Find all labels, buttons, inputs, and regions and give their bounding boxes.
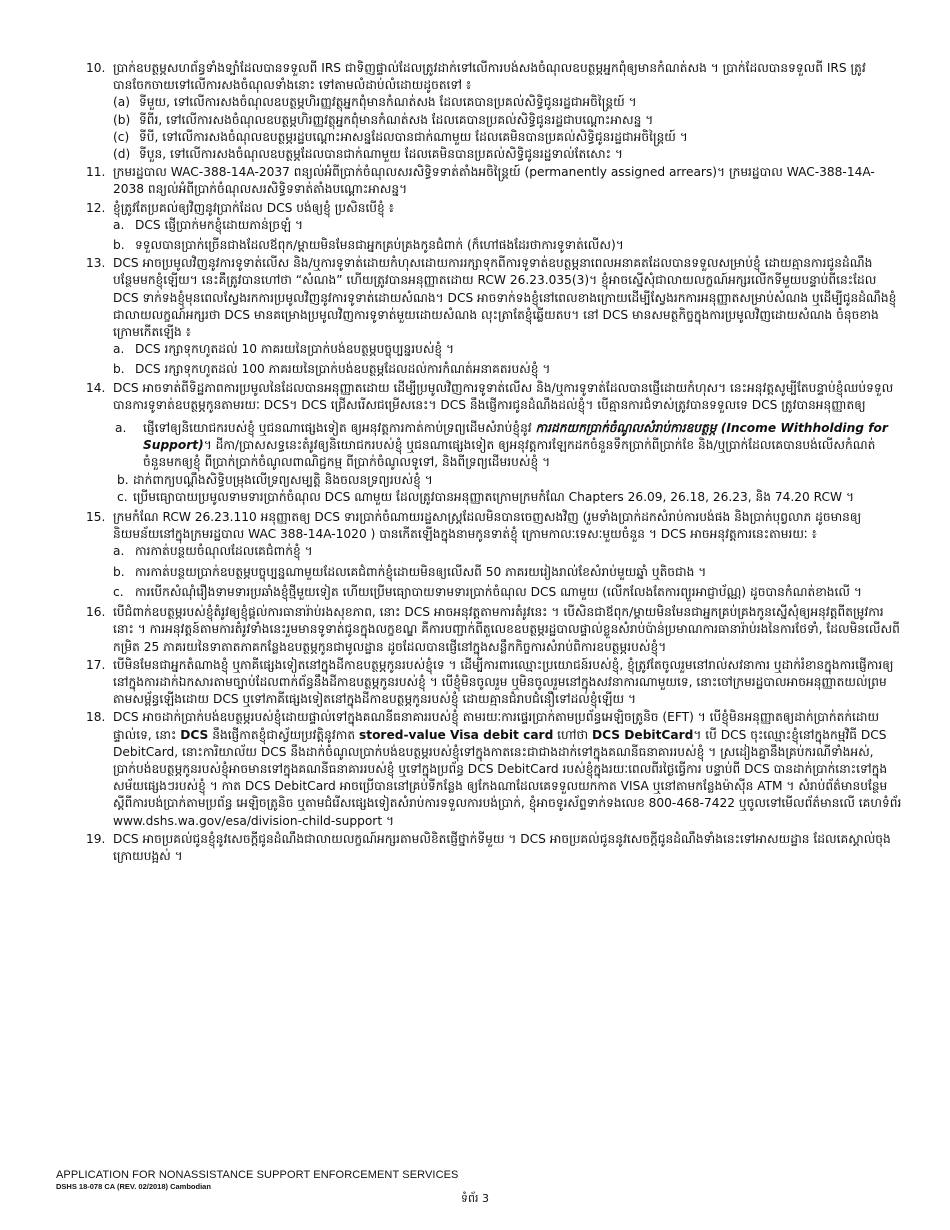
sub-item-a: a. ការកាត់បន្ថយចំណុលដែលគេជំពាក់ខ្ញុំ ។ [113, 544, 313, 559]
item-number: 11. [86, 165, 106, 180]
sub-item-b: b. ការកាត់បន្ថយប្រាក់ឧបត្ថម្ភបច្ចុប្បន្នណាមួយដែលគេជំពាក់ខ្ញុំដោយមិនឲ្យលើសពី 50 ភាគរយរៀងរាល់ខែសំរាប់មួយឆ្នាំ ឬតិចជាង ។ [113, 564, 707, 579]
item-text: DCS អាចប្រគល់ជូនខ្ញុំនូវសេចក្ដីជូនដំណឹងជាលាយលក្ខណ៍អក្សរតាមលិខិតផ្ញើថ្នាក់ទីមួយ ។ DCS អាចប្រគល់ជូននូវសេចក្ដីជូនដំណឹងទាំងនេះទៅអាសយដ្ឋាន ដែលគេស្គាល់ចុងក្រោយបង្អស់ ។ [113, 831, 891, 863]
item-number: 13. [86, 256, 106, 271]
item-text: DCS អាចទាត់ពីទិដ្ឋភាពការប្រមូលនៃដែលបានអនុញ្ញាតដោយ ដើម្បីប្រមូលវិញការទូទាត់លើស និង/ឬការទូទាត់ដែលបានផ្ញើដោយកំហុស។ នេះអនុវត្តសូម្បីតែបន្ទាប់ខ្ញុំឈប់ទទួលបានការទូទាត់ឧបត្ថម្ភកូនតាមរយៈ DCS។ DCS ជ្រើសរើសជម្រើសនេះ។ DCS នឹងផ្ញើការជូនដំណឹងដល់ខ្ញុំ។ បើគ្មានការជំទាស់ត្រូវបានទទួលទេ DCS ត្រូវបានអនុញ្ញាតឲ្យ [113, 380, 894, 412]
list-item-13 [86, 255, 902, 378]
numbered-list [86, 60, 902, 866]
item-text: ខ្ញុំត្រូវតែប្រគល់ឲ្យវិញនូវប្រាក់ដែល DCS បង់ឲ្យខ្ញុំ ប្រសិនបើខ្ញុំ ៖ [113, 200, 395, 215]
sub-item-a: a. ផ្ញើទៅឲ្យនិយោជករបស់ខ្ញុំ ឬជនណាផ្សេងទៀត ឲ្យអនុវត្តការកាត់កាប់ទ្រព្យដើមសំរាប់ខ្ញុំនូវ ការដកយកប្រាក់ចំណូលសំរាប់ការឧបត្ថម្ភ (Income Withholding for Support)។ ដីកា/ប្រាសសទ្ធនេះតំរូវឲ្យនិយោជករបស់ខ្ញុំ ឬជនណាផ្សេងទៀត ឲ្យអនុវត្តការឡែកដកចំនួនទឹកប្រាក់ពីប្រាក់ខែ និង/ឬប្រាក់ដែលគេបានបង់លើសកំណត់ ចំនួនមកឲ្យខ្ញុំ ពីប្រាក់ប្រាក់ចំណូលពាណិជ្ជកម្ម ពីប្រាក់ចំណូលទូទៅ, និងពីទ្រព្យដើមរបស់ខ្ញុំ ។ [115, 421, 888, 470]
item-number: 19. [86, 831, 106, 846]
item-text: បើជំពាក់ឧបត្ថម្ភរបស់ខ្ញុំតំរូវឲ្យខ្ញុំផ្ដល់ការធានារ៉ាប់រងសុខភាព, នោះ DCS អាចអនុវត្តតាមការតំរូវនេះ ។ បើសិនជាឪពុក/ម្ដាយមិនមែនជាអ្នកគ្រប់គ្រងកូនស្នើសុំឲ្យអនុវត្តពីតម្រូវការនោះ ។ ការអនុវត្តន៍តាមការតំរូវទាំងនេះរួមមានទូទាត់ជូនក្នុងលក្ខខណ្ឌ គឺការបញ្ជាក់ពីតួលេខឧបត្ថម្ភរដ្ឋបាលផ្ទាល់ខ្លួនសំរាប់ប៉ាន់ប្រមាណការធានារ៉ាប់រងនៃការថែទាំ, ដែលមិនលើសពីកម្រិត 25 ភាគរយនៃទាតាតភាគកន្លែងឧបត្ថម្ភកូនជាមូលដ្ឋាន ដូចដែលបានផ្ញើនៅក្នុងសន្លឹកកិច្ចការសំរាប់ពិការឧបត្ថម្ភរបស់ខ្ញុំ។ [113, 605, 900, 654]
sub-item-b: (b) ទីពីរ, ទៅលើការសងចំណុលឧបត្ថម្ភហិរញ្ញវត្ថុអ្នកពុំមានកំណត់សង ដែលគេបានប្រគល់សិទ្ធិជូនរដ្ឋជាបណ្ដោះអាសន្ន ។ [113, 112, 654, 127]
list-item-10 [86, 60, 902, 163]
sub-item-b: b. ទទួលបានប្រាក់ច្រើនជាងដែលឪពុក/ម្ដាយមិនមែនជាអ្នកគ្រប់គ្រងកូនជំពាក់ (ក៏ហៅផងដែរថាការទូទាត់លើស)។ [113, 238, 624, 253]
item-text: បើមិនមែនជាអ្នកតំណាងខ្ញុំ ឬភាគីផ្សេងទៀតនៅក្នុងដីកាឧបត្ថម្ភកូនរបស់ខ្ញុំទេ ។ ដើម្បីការពារឈ្មោះប្រយោជន៍របស់ខ្ញុំ, ខ្ញុំត្រូវតែចូលរួមនៅរាល់សវនាការ ឬដាក់រំខានក្នុងការផ្ញើការឲ្យនៅក្នុងការដាក់ឯកសារតាមច្បាប់ដែលពាក់ព័ន្ធនឹងដីកាឧបត្ថម្ភកូនរបស់ខ្ញុំ ។ បើខ្ញុំមិនចូលរួម ឬមិនចូលរួមនៅក្នុងសវនាការណាមួយទេ, នោះចៅក្រមរដ្ឋបាលអាចអនុញ្ញាតយល់ព្រមតាមសម្ព័ន្ធឡើងដោយ DCS ឬទៅភាគីផ្សេងទៀតនៅក្នុងដីកាឧបត្ថម្ភកូនរបស់ខ្ញុំ ដោយគ្មានជំរាបជំនឿទៅដល់ខ្ញុំឡើយ ។ [113, 657, 894, 707]
sub-item-b: b. ដាក់ពាក្យបណ្ដឹងសិទ្ធិបម្រុងលើទ្រព្យសម្បត្តិ និងចលនទ្រព្យរបស់ខ្ញុំ ។ [117, 472, 433, 487]
income-withholding-term: ការដកយកប្រាក់ចំណូលសំរាប់ការឧបត្ថម្ភ (Income Withholding for Support) [143, 421, 888, 453]
sub-item-d: (d) ទីបួន, ទៅលើការសងចំណុលឧបត្ថម្ភដែលបានជាក់ណាមួយ ដែលគេមិនបានប្រគល់សិទ្ធិជូនរដ្ឋទាល់តែសោះ ។ [113, 147, 623, 162]
item-text: DCS អាចប្រមូលវិញនូវការទូទាត់លើស និង/ឬការទូទាត់ដោយកំហុសដោយការរក្សាទុកពីការទូទាត់ឧបត្ថម្ភនាពេលអនាគតដែលបានទទួលសម្រាប់ខ្ញុំ ដោយគ្មានការជូនដំណឹងបន្ថែមមកខ្ញុំឡើយ។ នេះគឺត្រូវបានហៅថា “សំណង” ហើយត្រូវបានអនុញ្ញាតដោយ RCW 26.23.035(3)។ ខ្ញុំអាចស្នើសុំជាលាយលក្ខណ៍អក្សរលើកទីមួយបន្ទាប់ពីនេះដែល DCS ទាក់ទងខ្ញុំមុនពេលស្វែងរកការប្រមូលវិញនូវការទូទាត់ដោយសំណង។ DCS អាចទាក់ទងខ្ញុំនៅពេលខាងក្រោយដើម្បីស្វែងរកការអនុញ្ញាតសម្រាប់សំណង ឬដើម្បីជូនដំណឹងខ្ញុំជាលាយលក្ខណ៍អក្សរថា DCS មានគម្រោងប្រមូលវិញការទូទាត់មួយដោយសំណង លុះត្រាតែខ្ញុំឆ្លើយតប។ នៅ DCS មានសមត្ថកិច្ចក្នុងការប្រមូលវិញដោយសំណង ចំនុចខាងក្រោមកើតឡើង ៖ [113, 256, 897, 340]
item-number: 10. [86, 61, 106, 75]
list-item-16 [86, 604, 902, 656]
page-number: ទំព័រ 3 [461, 1192, 489, 1205]
sub-item-c: c. ការបើកសំណុំរឿងទាមទារប្រឆាំងខ្ញុំថ្មីមួយទៀត ហើយប្រើមធ្យោបាយទាមទារប្រាក់ចំណុល DCS ណាមួយ (លើកលែងតែការព្យួរអាជ្ញាប័ណ្ណ) ដូចបានកំណត់ខាងលើ ។ [113, 584, 862, 599]
item-number: 17. [86, 657, 106, 672]
item-text: ប្រាក់ឧបត្ថម្ភសហព័ន្ធទាំងទ្បាំដែលបានទទួលពី IRS ជាទិញផ្ទាល់ដែលត្រូវដាក់ទៅលើការបង់សងចំណុលឧបត្ថម្ភអ្នកពុំឲ្យមានកំណត់សង ។ ប្រាក់ដែលបានទទួលពី IRS ត្រូវបានចែកចាយទៅលើការសងចំណុលទាំងនោះ ទៅតាមលំដាប់លំដោយដូចតទៅ ៖ [113, 61, 866, 93]
item-text: ក្រមកំណែ RCW 26.23.110 អនុញ្ញាតឲ្យ DCS ទារប្រាក់ចំណាយរដ្ឋសាស្ត្រដែលមិនបានចេញសងវិញ (រួមទាំងប្រាក់ដកសំរាប់ការបង់ផង និងប្រាក់បុព្វលាភ ដូចមានឲ្យនិយមន័យនៅក្នុងក្រមរដ្ឋបាល WAC 388-14A-1020 ) បានកើតឡើងក្នុងនាមកូនទាត់ខ្ញុំ ក្រោមកាលៈទេសៈមួយចំនួន ។ DCS អាចអនុវត្តការនេះតាមរយៈ ៖ [113, 510, 862, 542]
sub-item-b: b. DCS រក្សាទុកហូតដល់ 100 ភាគរយនៃប្រាក់បង់ឧបត្ថម្ភដែលដល់ការកំណត់អនាគតរបស់ខ្ញុំ ។ [113, 362, 551, 377]
item-number: 18. [86, 710, 106, 725]
visa-debit-card-term: stored-value Visa debit card [358, 727, 554, 742]
sub-item-a: (a) ទីមួយ, ទៅលើការសងចំណុលឧបត្ថម្ភហិរញ្ញវត្ថុអ្នកពុំមានកំណត់សង ដែលគេបានប្រគល់សិទ្ធិជូនរដ្ឋជាអចិន្ត្រៃយ៍ ។ [113, 95, 637, 110]
form-code: DSHS 18-078 CA (REV. 02/2018) Cambodian [56, 1182, 211, 1191]
list-item-12 [86, 200, 902, 255]
item-number: 16. [86, 605, 106, 620]
item-text: DCS អាចដាក់ប្រាក់បង់ឧបត្ថម្ភរបស់ខ្ញុំដោយផ្ទាល់ទៅក្នុងគណនីធនាគាររបស់ខ្ញុំ តាមរយៈការផ្ទេរប្រាក់តាមប្រព័ន្ធអេឡិចត្រូនិច (EFT) ។ បើខ្ញុំមិនអនុញ្ញាតឲ្យដាក់ប្រាក់តក់ដោយផ្ទាល់ទេ, នោះ DCS នឹងផ្ញើកាតខ្ញុំជាស្វ័យប្រវត្តិនូវកាត stored-value Visa debit card ហៅថា DCS DebitCard។ បើ DCS ចុះឈ្មោះខ្ញុំនៅក្នុងកម្មវិធី DCS DebitCard, នោះការិយាល័យ DCS នឹងដាក់ចំណូលប្រាក់បង់ឧបត្ថម្ភរបស់ខ្ញុំទៅក្នុងកាតនេះជាជាងដាក់ទៅក្នុងគណនីធនាគាររបស់ខ្ញុំ ។ ស្រដៀងគ្នានឹងគ្រប់ករណីទាំងអស់, ប្រាក់បង់ឧបត្ថម្ភកូនរបស់ខ្ញុំអាចមានទៅក្នុងគណនីធនាគាររបស់ខ្ញុំ ឬទៅក្នុងប្រព័ន្ធ DCS DebitCard របស់ខ្ញុំក្នុងរយៈពេលពីរថ្ងៃធ្វើការ បន្ទាប់ពី DCS បានដាក់ប្រាក់នោះទៅក្នុងសម័យផ្សេងៗរបស់ខ្ញុំ ។ កាត DCS DebitCard អាចប្រើបាននៅគ្រប់ទីកន្លែង ឲ្យកែងណាដែលគេទទួលយកកាត VISA ឬនៅតាមកន្លែងម៉ាស៊ីន ATM ។ សំរាប់ព័ត៌មានបន្ថែមស្ដីពីការបង់ប្រាក់តាមប្រព័ន្ធ អេឡិចត្រូនិច ឬតាមជំរើសផ្សេងទៀតសំរាប់ការទទួលការបង់ប្រាក់, ខ្ញុំអាចទូរស័ព្ទទាក់ទងលេខ 800-468-7422 ឬចូលទៅមើលព័ត៌មានលើ គេហទំព័រ www.dshs.wa.gov/esa/division-child-support ។ [113, 710, 902, 828]
item-text: ក្រមរដ្ឋបាល WAC-388-14A-2037 ពន្យល់អំពីប្រាក់ចំណុលសរសិទ្ធិទទាត់តាំងអចិន្ត្រៃយ៍ (permanently assigned arrears)។ ក្រមរដ្ឋបាល WAC-388-14A-2038 ពន្យល់អំពីប្រាក់ចំណុលសរសិទ្ធិទទាត់តាំងបណ្ដោះអាសន្ន។ [113, 165, 875, 197]
item-number: 12. [86, 200, 106, 215]
form-title: APPLICATION FOR NONASSISTANCE SUPPORT ENFORCEMENT SERVICES [56, 1169, 459, 1181]
list-item-14 [86, 380, 902, 506]
sub-item-a: a. DCS ផ្ញើប្រាក់មកខ្ញុំដោយភាន់ច្រឡំ ។ [113, 217, 303, 232]
dcs-debitcard-term: DCS DebitCard [592, 727, 694, 742]
form-footer [56, 1169, 459, 1191]
list-item-15 [86, 509, 902, 601]
item-number: 14. [86, 380, 106, 395]
sub-item-c: c. ប្រើមធ្យោបាយប្រមូលទាមទារប្រាក់ចំណុល DCS ណាមួយ ដែលត្រូវបានអនុញ្ញាតក្រោមក្រមកំណែ Chapters 26.09, 26.18, 26.23, និង 74.20 RCW ។ [117, 489, 854, 504]
sub-item-c: (c) ទីបី, ទៅលើការសងចំណុលឧបត្ថម្ភរដ្ឋបណ្ដោះអាសន្នដែលបានជាក់ណាមួយ ដែលគេមិនបានប្រគល់សិទ្ធិជូនរដ្ឋជាអចិន្ត្រៃយ៍ ។ [113, 129, 688, 144]
list-item-11 [86, 164, 902, 198]
sub-item-a: a. DCS រក្សាទុកហូតដល់ 10 ភាគរយនៃប្រាក់បង់ឧបត្ថម្ភបច្ចុប្បន្នរបស់ខ្ញុំ ។ [113, 342, 455, 357]
list-item-19 [86, 831, 902, 865]
item-number: 15. [86, 510, 106, 525]
list-item-18 [86, 709, 902, 829]
list-item-17 [86, 657, 902, 709]
